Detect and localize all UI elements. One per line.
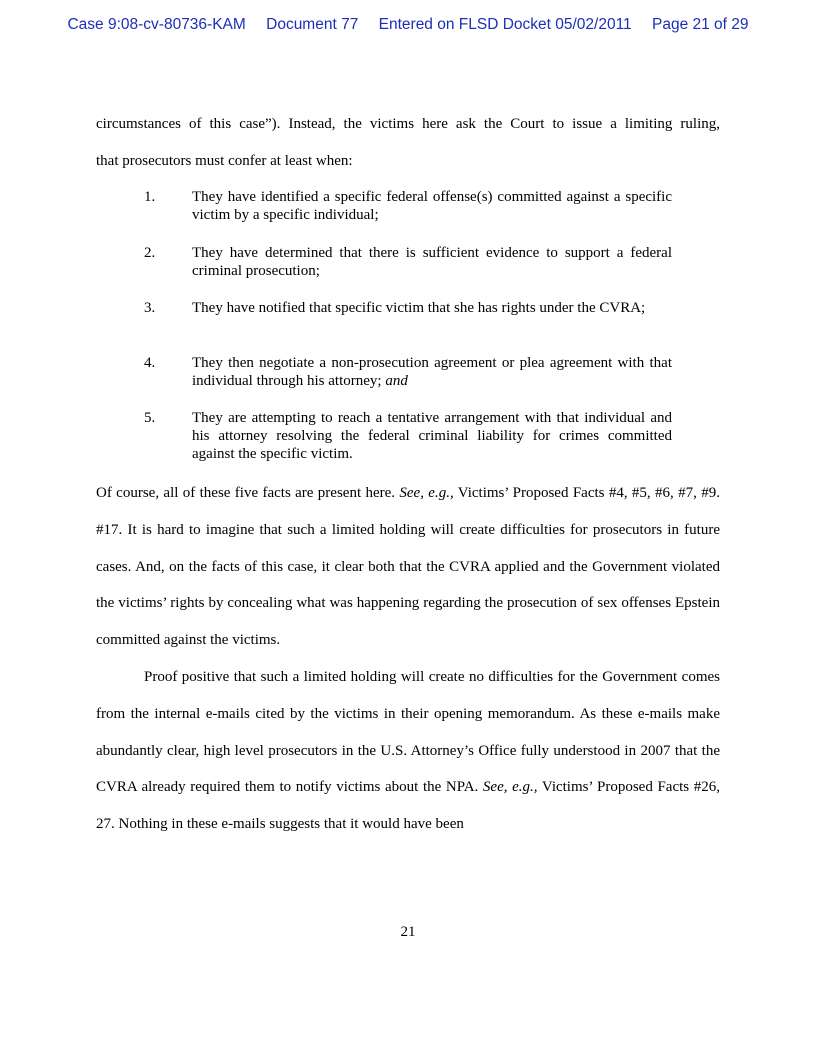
list-text [192,354,672,390]
list-item [144,409,672,463]
list-item [144,299,672,317]
paragraph-text: Victims’ Proposed Facts #4, #5, #6, #7, #9. #17. It is hard to imagine that such a limited holding will create difficulties for prosecutors in future cases. And, on the facts of this case, it clear both that the CVRA applied and the Government violated the victims’ rights by concealing what was happening regarding the prosecution of sex offenses Epstein committed against the victims. [96,485,720,649]
list-number: 1. [144,189,156,205]
list-number: 4. [144,355,156,371]
paragraph-text: Proof positive that such a limited holding will create no difficulties for the Government comes from the internal e-mails cited by the victims in their opening memorandum. As these e-mails make abundantly clear, high level prosecutors in the U.S. Attorney’s Office fully understood in 2007 that the CVRA already required them to notify victims about the NPA. [96,668,720,796]
list-item [144,354,672,390]
paragraph-text: Of course, all of these five facts are present here. [96,485,400,501]
page-number: 21 [400,924,416,940]
list-number: 5. [144,410,156,426]
paragraph-text: Victims’ Proposed Facts #26, 27. Nothing in these e-mails suggests that it would have been [96,779,720,833]
list-text: They are attempting to reach a tentative arrangement with that individual and his attorney resolving the federal criminal liability for crimes committed against the specific victim. [192,410,672,462]
citation-signal: See, e.g., [482,779,538,796]
docket-header [0,16,816,34]
list-item [144,188,672,224]
case-number: Case 9:08-cv-80736-KAM [67,16,246,33]
intro-line-2: that prosecutors must confer at least when: [96,152,353,169]
paragraph-facts [96,475,720,659]
intro-line-1: circumstances of this case”). Instead, the victims here ask the Court to issue a limiting ruling, [96,116,720,132]
paragraph-proof [96,659,720,843]
list-item [144,244,672,280]
page-of-pages: Page 21 of 29 [652,16,749,33]
list-number: 3. [144,300,156,316]
docket-entry: Entered on FLSD Docket 05/02/2011 [378,16,632,33]
list-text-emphasis: and [385,373,408,389]
list-text-main: They then negotiate a non-prosecution agreement or plea agreement with that individual through his attorney; [192,355,672,389]
list-text: They have identified a specific federal offense(s) committed against a specific victim by a specific individual; [192,189,672,223]
list-text: They have notified that specific victim that she has rights under the CVRA; [192,300,646,316]
body-paragraphs [96,475,720,843]
citation-signal: See, e.g., [399,485,454,501]
document-number: Document 77 [266,16,359,33]
intro-block [96,106,720,180]
list-number: 2. [144,245,156,261]
list-text: They have determined that there is sufficient evidence to support a federal criminal prosecution; [192,245,672,279]
